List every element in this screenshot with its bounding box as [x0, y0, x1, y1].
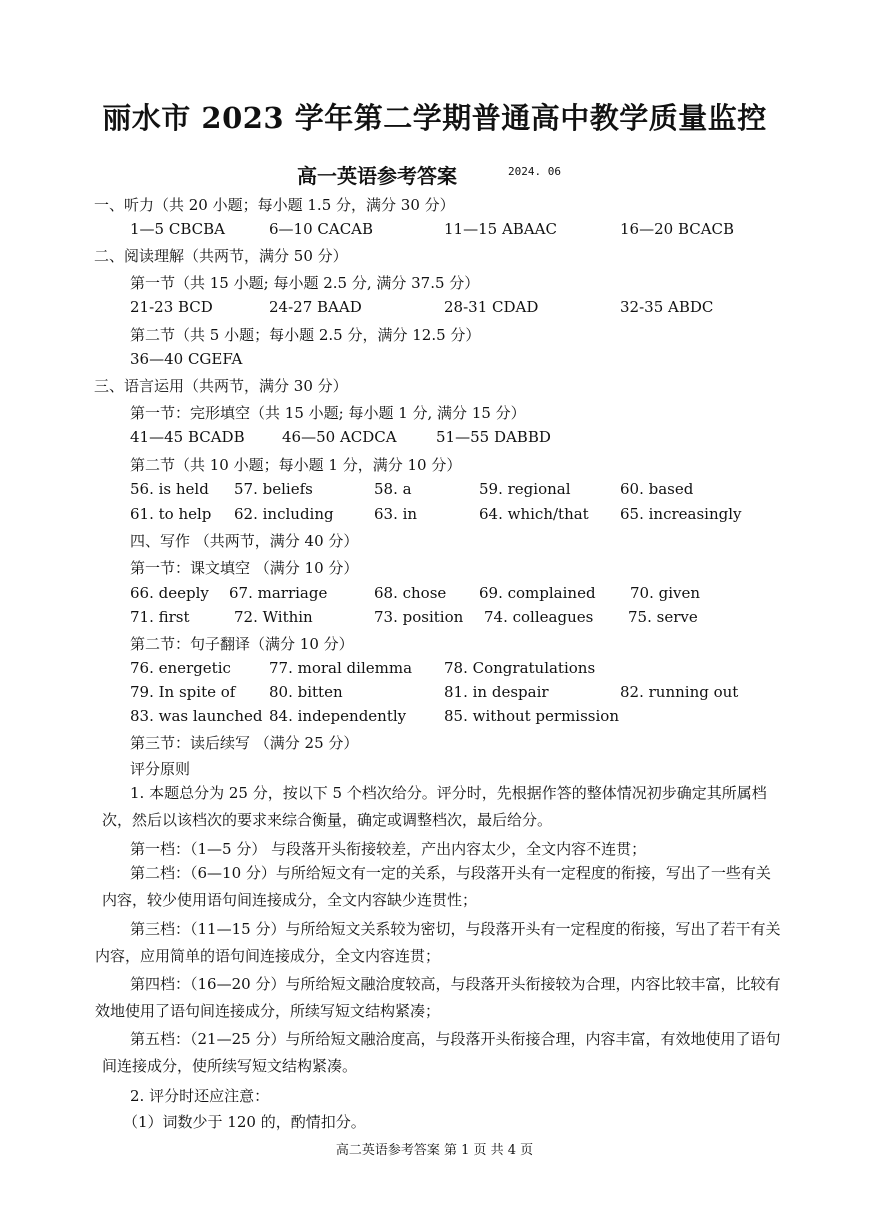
text-completion-answer: 70. given: [630, 584, 701, 602]
reading-answer: 32-35 ABDC: [620, 298, 714, 316]
grade-level-1: 第一档：（1—5 分） 与段落开头衔接较差，产出内容太少，全文内容不连贯；: [130, 840, 647, 858]
text-completion-heading: 第一节：课文填空 （满分 10 分）: [130, 559, 359, 577]
grammar-answer: 63. in: [374, 505, 418, 523]
translation-answer: 82. running out: [620, 683, 739, 701]
scoring-note-heading: 2. 评分时还应注意：: [130, 1087, 270, 1105]
reading-section2-heading: 第二节（共 5 小题；每小题 2.5 分，满分 12.5 分）: [130, 326, 481, 344]
text-completion-answer: 72. Within: [234, 608, 313, 626]
listening-answer: 1—5 CBCBA: [130, 220, 225, 238]
translation-answer: 85. without permission: [444, 707, 619, 725]
translation-answer: 83. was launched: [130, 707, 263, 725]
translation-heading: 第二节：句子翻译（满分 10 分）: [130, 635, 354, 653]
text-completion-answer: 74. colleagues: [484, 608, 594, 626]
listening-heading: 一、听力（共 20 小题；每小题 1.5 分，满分 30 分）: [94, 196, 455, 214]
text-completion-answer: 71. first: [130, 608, 190, 626]
text-completion-answer: 75. serve: [628, 608, 698, 626]
reading-answer: 24-27 BAAD: [269, 298, 362, 316]
reading-answer: 28-31 CDAD: [444, 298, 539, 316]
translation-answer: 76. energetic: [130, 659, 231, 677]
cloze-answer: 41—45 BCADB: [130, 428, 245, 446]
translation-answer: 77. moral dilemma: [269, 659, 413, 677]
translation-answer: 78. Congratulations: [444, 659, 596, 677]
language-heading: 三、语言运用（共两节，满分 30 分）: [94, 377, 348, 395]
scoring-note: （1）词数少于 120 的，酌情扣分。: [123, 1113, 366, 1131]
reading-answer: 36—40 CGEFA: [130, 350, 243, 368]
grade-level-5: 第五档：（21—25 分）与所给短文融洽度高，与段落开头衔接合理，内容丰富，有效地使用了语句间连接成分，使所续写短文结构紧凑。: [102, 1030, 781, 1075]
translation-answer: 80. bitten: [269, 683, 343, 701]
text-completion-answer: 67. marriage: [229, 584, 328, 602]
continuation-heading: 第三节：读后续写 （满分 25 分）: [130, 734, 359, 752]
scoring-paragraph: 1. 本题总分为 25 分，按以下 5 个档次给分。评分时，先根据作答的整体情况初步确定其所属档次，然后以该档次的要求来综合衡量，确定或调整档次，最后给分。: [102, 784, 767, 829]
page-subtitle: 高一英语参考答案: [297, 164, 457, 188]
grammar-answer: 57. beliefs: [234, 480, 313, 498]
grade-level-3: 第三档：（11—15 分）与所给短文关系较为密切，与段落开头有一定程度的衔接，写出了若干有关内容，应用简单的语句间连接成分，全文内容连贯；: [95, 920, 781, 965]
grammar-answer: 58. a: [374, 480, 412, 498]
reading-answer: 21-23 BCD: [130, 298, 213, 316]
writing-heading: 四、写作 （共两节，满分 40 分）: [130, 532, 359, 550]
text-completion-answer: 73. position: [374, 608, 464, 626]
cloze-answer: 46—50 ACDCA: [282, 428, 397, 446]
scoring-principle-heading: 评分原则: [130, 760, 191, 778]
translation-answer: 81. in despair: [444, 683, 549, 701]
listening-answer: 6—10 CACAB: [269, 220, 374, 238]
exam-date: 2024. 06: [508, 165, 561, 178]
grammar-answer: 65. increasingly: [620, 505, 742, 523]
grammar-answer: 64. which/that: [479, 505, 589, 523]
translation-answer: 79. In spite of: [130, 683, 236, 701]
cloze-answer: 51—55 DABBD: [436, 428, 551, 446]
grammar-answer: 56. is held: [130, 480, 209, 498]
translation-answer: 84. independently: [269, 707, 407, 725]
cloze-heading: 第一节：完形填空（共 15 小题; 每小题 1 分, 满分 15 分）: [130, 404, 526, 422]
page-title: 丽水市 2023 学年第二学期普通高中教学质量监控: [102, 101, 767, 135]
reading-section1-heading: 第一节（共 15 小题; 每小题 2.5 分, 满分 37.5 分）: [130, 274, 480, 292]
grammar-answer: 62. including: [234, 505, 334, 523]
text-completion-answer: 68. chose: [374, 584, 447, 602]
listening-answer: 11—15 ABAAC: [444, 220, 557, 238]
grammar-answer: 59. regional: [479, 480, 571, 498]
grammar-fill-heading: 第二节（共 10 小题；每小题 1 分，满分 10 分）: [130, 456, 462, 474]
grammar-answer: 60. based: [620, 480, 694, 498]
listening-answer: 16—20 BCACB: [620, 220, 735, 238]
page-footer: 高二英语参考答案 第 1 页 共 4 页: [335, 1143, 534, 1158]
grammar-answer: 61. to help: [130, 505, 212, 523]
grade-level-2: 第二档：（6—10 分）与所给短文有一定的关系，与段落开头有一定程度的衔接，写出了一些有关内容，较少使用语句间连接成分，全文内容缺少连贯性；: [102, 864, 771, 909]
grade-level-4: 第四档：（16—20 分）与所给短文融洽度较高，与段落开头衔接较为合理，内容比较丰富，比较有效地使用了语句间连接成分，所续写短文结构紧凑；: [95, 975, 781, 1020]
text-completion-answer: 66. deeply: [130, 584, 209, 602]
text-completion-answer: 69. complained: [479, 584, 596, 602]
reading-heading: 二、阅读理解（共两节，满分 50 分）: [94, 247, 348, 265]
